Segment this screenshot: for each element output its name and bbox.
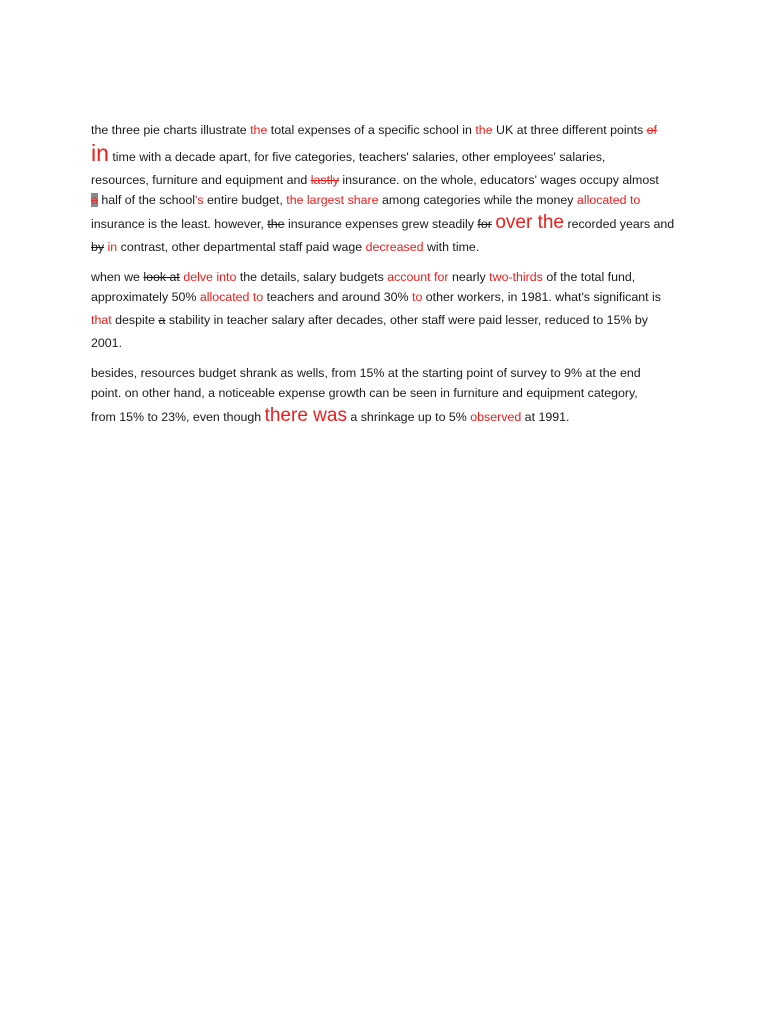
text-line	[91, 363, 691, 383]
text-segment: insurance. on the whole, educators' wages occupy almost	[338, 173, 659, 187]
correction-text: of	[646, 123, 657, 137]
text-segment: approximately 50%	[91, 290, 200, 304]
text-line	[91, 333, 691, 353]
text-segment: 2001.	[91, 336, 123, 350]
text-line	[91, 190, 691, 210]
text-segment: when we	[91, 270, 144, 284]
text-segment: a shrinkage up to 5%	[346, 410, 471, 424]
text-segment: half of the school	[97, 193, 196, 207]
correction-text: to	[412, 290, 423, 304]
correction-text: the	[475, 123, 493, 137]
correction-text: there was	[264, 405, 347, 426]
text-segment: contrast, other departmental staff paid wage	[117, 240, 366, 254]
struck-text: by	[91, 240, 105, 254]
correction-text: two-thirds	[489, 270, 543, 284]
text-line	[91, 403, 691, 430]
text-segment: with time.	[423, 240, 480, 254]
text-segment: despite	[111, 313, 159, 327]
correction-text: in	[91, 140, 109, 166]
correction-text: the largest share	[286, 193, 379, 207]
correction-text: account for	[387, 270, 449, 284]
text-segment: from 15% to 23%, even though	[91, 410, 265, 424]
text-segment: nearly	[448, 270, 490, 284]
text-segment: point. on other hand, a noticeable expense growth can be seen in furniture and equipment category,	[91, 386, 638, 400]
text-segment: entire budget,	[203, 193, 287, 207]
correction-text: delve into	[183, 270, 237, 284]
correction-text: in	[107, 240, 118, 254]
text-line	[91, 307, 691, 333]
document-body	[91, 120, 691, 440]
correction-text: the	[250, 123, 268, 137]
struck-text: the	[267, 217, 285, 231]
text-line	[91, 170, 691, 190]
correction-text: over the	[495, 212, 564, 233]
correction-text: decreased	[365, 240, 424, 254]
paragraph-3	[91, 363, 691, 430]
text-segment: teachers and around 30%	[263, 290, 412, 304]
text-segment: other workers, in 1981. what's significant is	[422, 290, 661, 304]
text-segment: total expenses of a specific school in	[267, 123, 476, 137]
correction-text: lastly	[310, 173, 339, 187]
text-line	[91, 237, 691, 257]
text-segment: among categories while the money	[378, 193, 577, 207]
text-segment: the three pie charts illustrate	[91, 123, 251, 137]
text-line	[91, 287, 691, 307]
text-segment: resources, furniture and equipment and	[91, 173, 311, 187]
text-line	[91, 140, 691, 170]
text-segment: UK at three different points	[492, 123, 647, 137]
text-segment: recorded years and	[564, 217, 675, 231]
struck-text: a	[158, 313, 166, 327]
correction-text: allocated to	[576, 193, 641, 207]
text-segment: of the total fund,	[542, 270, 636, 284]
struck-text: look at	[143, 270, 180, 284]
paragraph-1	[91, 120, 691, 257]
correction-text: that	[91, 313, 112, 327]
text-line	[91, 210, 691, 237]
struck-text: for	[477, 217, 492, 231]
text-segment: the details, salary budgets	[236, 270, 388, 284]
paragraph-2	[91, 267, 691, 353]
text-line	[91, 267, 691, 287]
text-line	[91, 383, 691, 403]
text-segment: a	[91, 193, 98, 207]
text-segment: at 1991.	[521, 410, 570, 424]
text-segment: insurance expenses grew steadily	[284, 217, 478, 231]
text-segment: time with a decade apart, for five categories, teachers' salaries, other employees' salaries,	[108, 150, 606, 164]
text-segment: stability in teacher salary after decades, other staff were paid lesser, reduced to 15% by	[165, 313, 649, 327]
text-line	[91, 120, 691, 140]
correction-text: allocated to	[199, 290, 264, 304]
correction-text: 's	[195, 193, 204, 207]
text-segment: insurance is the least. however,	[91, 217, 268, 231]
text-segment: besides, resources budget shrank as wells, from 15% at the starting point of survey to 9% at the end	[91, 366, 641, 380]
correction-text: observed	[470, 410, 522, 424]
